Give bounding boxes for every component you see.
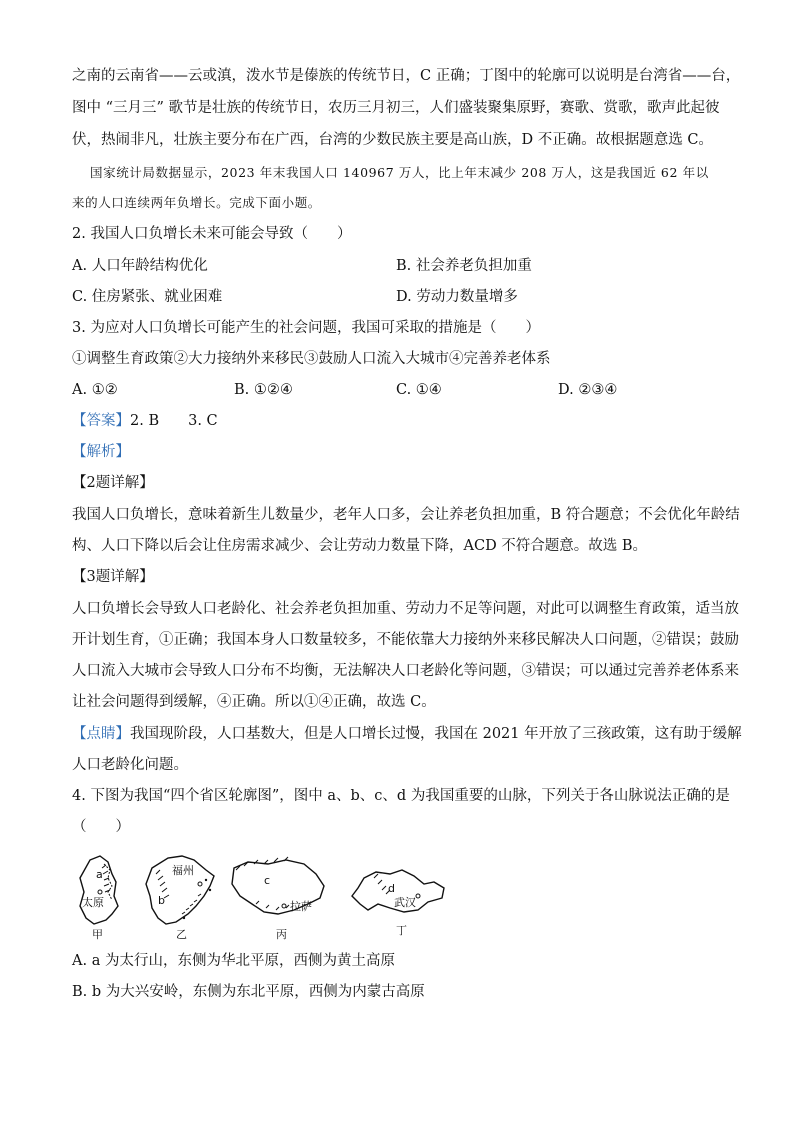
q3-option-d: D. ②③④ <box>558 382 618 398</box>
q3-option-a: A. ①② <box>72 382 118 398</box>
q2-option-d: D. 劳动力数量增多 <box>396 289 518 305</box>
note-line-1 <box>72 724 742 744</box>
mountain-b-label: b <box>158 894 165 907</box>
q4-option-b: B. b 为大兴安岭，东侧为东北平原，西侧为内蒙古高原 <box>72 984 425 1000</box>
q3-option-b: B. ①②④ <box>234 382 293 398</box>
city-fuzhou-label: 福州 <box>172 864 194 877</box>
carryover-line-2: 图中 “三月三” 歌节是壮族的传统节日，农历三月初三，人们盛装聚集原野，赛歌、赏歌，歌声此起彼 <box>72 100 720 116</box>
answer-label: 【答案】 <box>72 413 130 429</box>
q2-stem: 2. 我国人口负增长未来可能会导致（ ） <box>72 226 352 242</box>
q2-option-a: A. 人口年龄结构优化 <box>72 258 208 274</box>
q2-option-b: B. 社会养老负担加重 <box>396 258 532 274</box>
q4-stem-1: 4. 下图为我国“四个省区轮廓图”，图中 a、b、c、d 为我国重要的山脉，下列关于各山脉说法正确的是 <box>72 788 730 804</box>
mountain-a-label: a <box>96 868 103 881</box>
city-wuhan-label: 武汉 <box>394 896 416 909</box>
detail3-line-2: 开计划生育，①正确；我国本身人口数量较多，不能依靠大力接纳外来移民解决人口问题，②错误；鼓励 <box>72 632 739 648</box>
detail3-label: 【3题详解】 <box>72 569 154 585</box>
detail2-line-2: 构、人口下降以后会让住房需求减少、会让劳动力数量下降，ACD 不符合题意。故选 B。 <box>72 538 648 554</box>
city-fuzhou-dot <box>198 882 202 886</box>
answer-text: 2. B 3. C <box>130 413 218 429</box>
analysis-label: 【解析】 <box>72 444 130 460</box>
city-lhasa-dot <box>282 904 286 908</box>
q2-option-c: C. 住房紧张、就业困难 <box>72 289 223 305</box>
province-outline-map <box>72 848 462 940</box>
city-lhasa-label: 拉萨 <box>290 900 312 913</box>
city-taiyuan-label: 太原 <box>82 896 104 909</box>
detail3-line-3: 人口流入大城市会导致人口分布不均衡，无法解决人口老龄化等问题，③错误；可以通过完善养老体系来 <box>72 663 739 679</box>
mountain-d-label: d <box>388 882 395 895</box>
outline-bing-label: 丙 <box>276 928 287 940</box>
outline-yi-label: 乙 <box>176 928 187 940</box>
outline-bing <box>232 857 324 940</box>
detail2-line-1: 我国人口负增长，意味着新生儿数量少，老年人口多，会让养老负担加重，B 符合题意；不会优化年龄结 <box>72 507 740 523</box>
q3-option-c: C. ①④ <box>396 382 442 398</box>
outline-jia <box>80 856 118 940</box>
detail3-line-1: 人口负增长会导致人口老龄化、社会养老负担加重、劳动力不足等问题，对此可以调整生育政策，适当放 <box>72 601 739 617</box>
q3-stem: 3. 为应对人口负增长可能产生的社会问题，我国可采取的措施是（ ） <box>72 320 540 336</box>
mountain-c-label: c <box>264 874 271 887</box>
intro-line-1: 国家统计局数据显示，2023 年末我国人口 140967 万人，比上年末减少 208 万人，这是我国近 62 年以 <box>90 165 709 180</box>
detail3-line-4: 让社会问题得到缓解，④正确。所以①④正确，故选 C。 <box>72 694 436 710</box>
answer-line <box>72 411 218 431</box>
q3-items: ①调整生育政策②大力接纳外来移民③鼓励人口流入大城市④完善养老体系 <box>72 351 551 367</box>
outline-ding <box>352 870 444 937</box>
city-taiyuan-dot <box>98 890 102 894</box>
outline-ding-label: 丁 <box>396 924 407 937</box>
carryover-line-1: 之南的云南省——云或滇，泼水节是傣族的传统节日，C 正确；丁图中的轮廓可以说明是台湾省——台， <box>72 68 741 84</box>
note-line-2: 人口老龄化问题。 <box>72 757 188 773</box>
carryover-line-3: 伏，热闹非凡，壮族主要分布在广西，台湾的少数民族主要是高山族，D 不正确。故根据题意选 C。 <box>72 132 713 148</box>
note-text: 我国现阶段，人口基数大，但是人口增长过慢，我国在 2021 年开放了三孩政策，这有助于缓解 <box>130 726 742 742</box>
outline-yi <box>146 856 214 940</box>
outline-jia-label: 甲 <box>92 928 103 940</box>
q4-option-a: A. a 为太行山，东侧为华北平原，西侧为黄土高原 <box>72 953 395 969</box>
detail2-label: 【2题详解】 <box>72 475 154 491</box>
intro-line-2: 来的人口连续两年负增长。完成下面小题。 <box>72 195 321 210</box>
note-label: 【点睛】 <box>72 726 130 742</box>
city-wuhan-dot <box>416 894 420 898</box>
q4-stem-2: （ ） <box>72 819 130 835</box>
